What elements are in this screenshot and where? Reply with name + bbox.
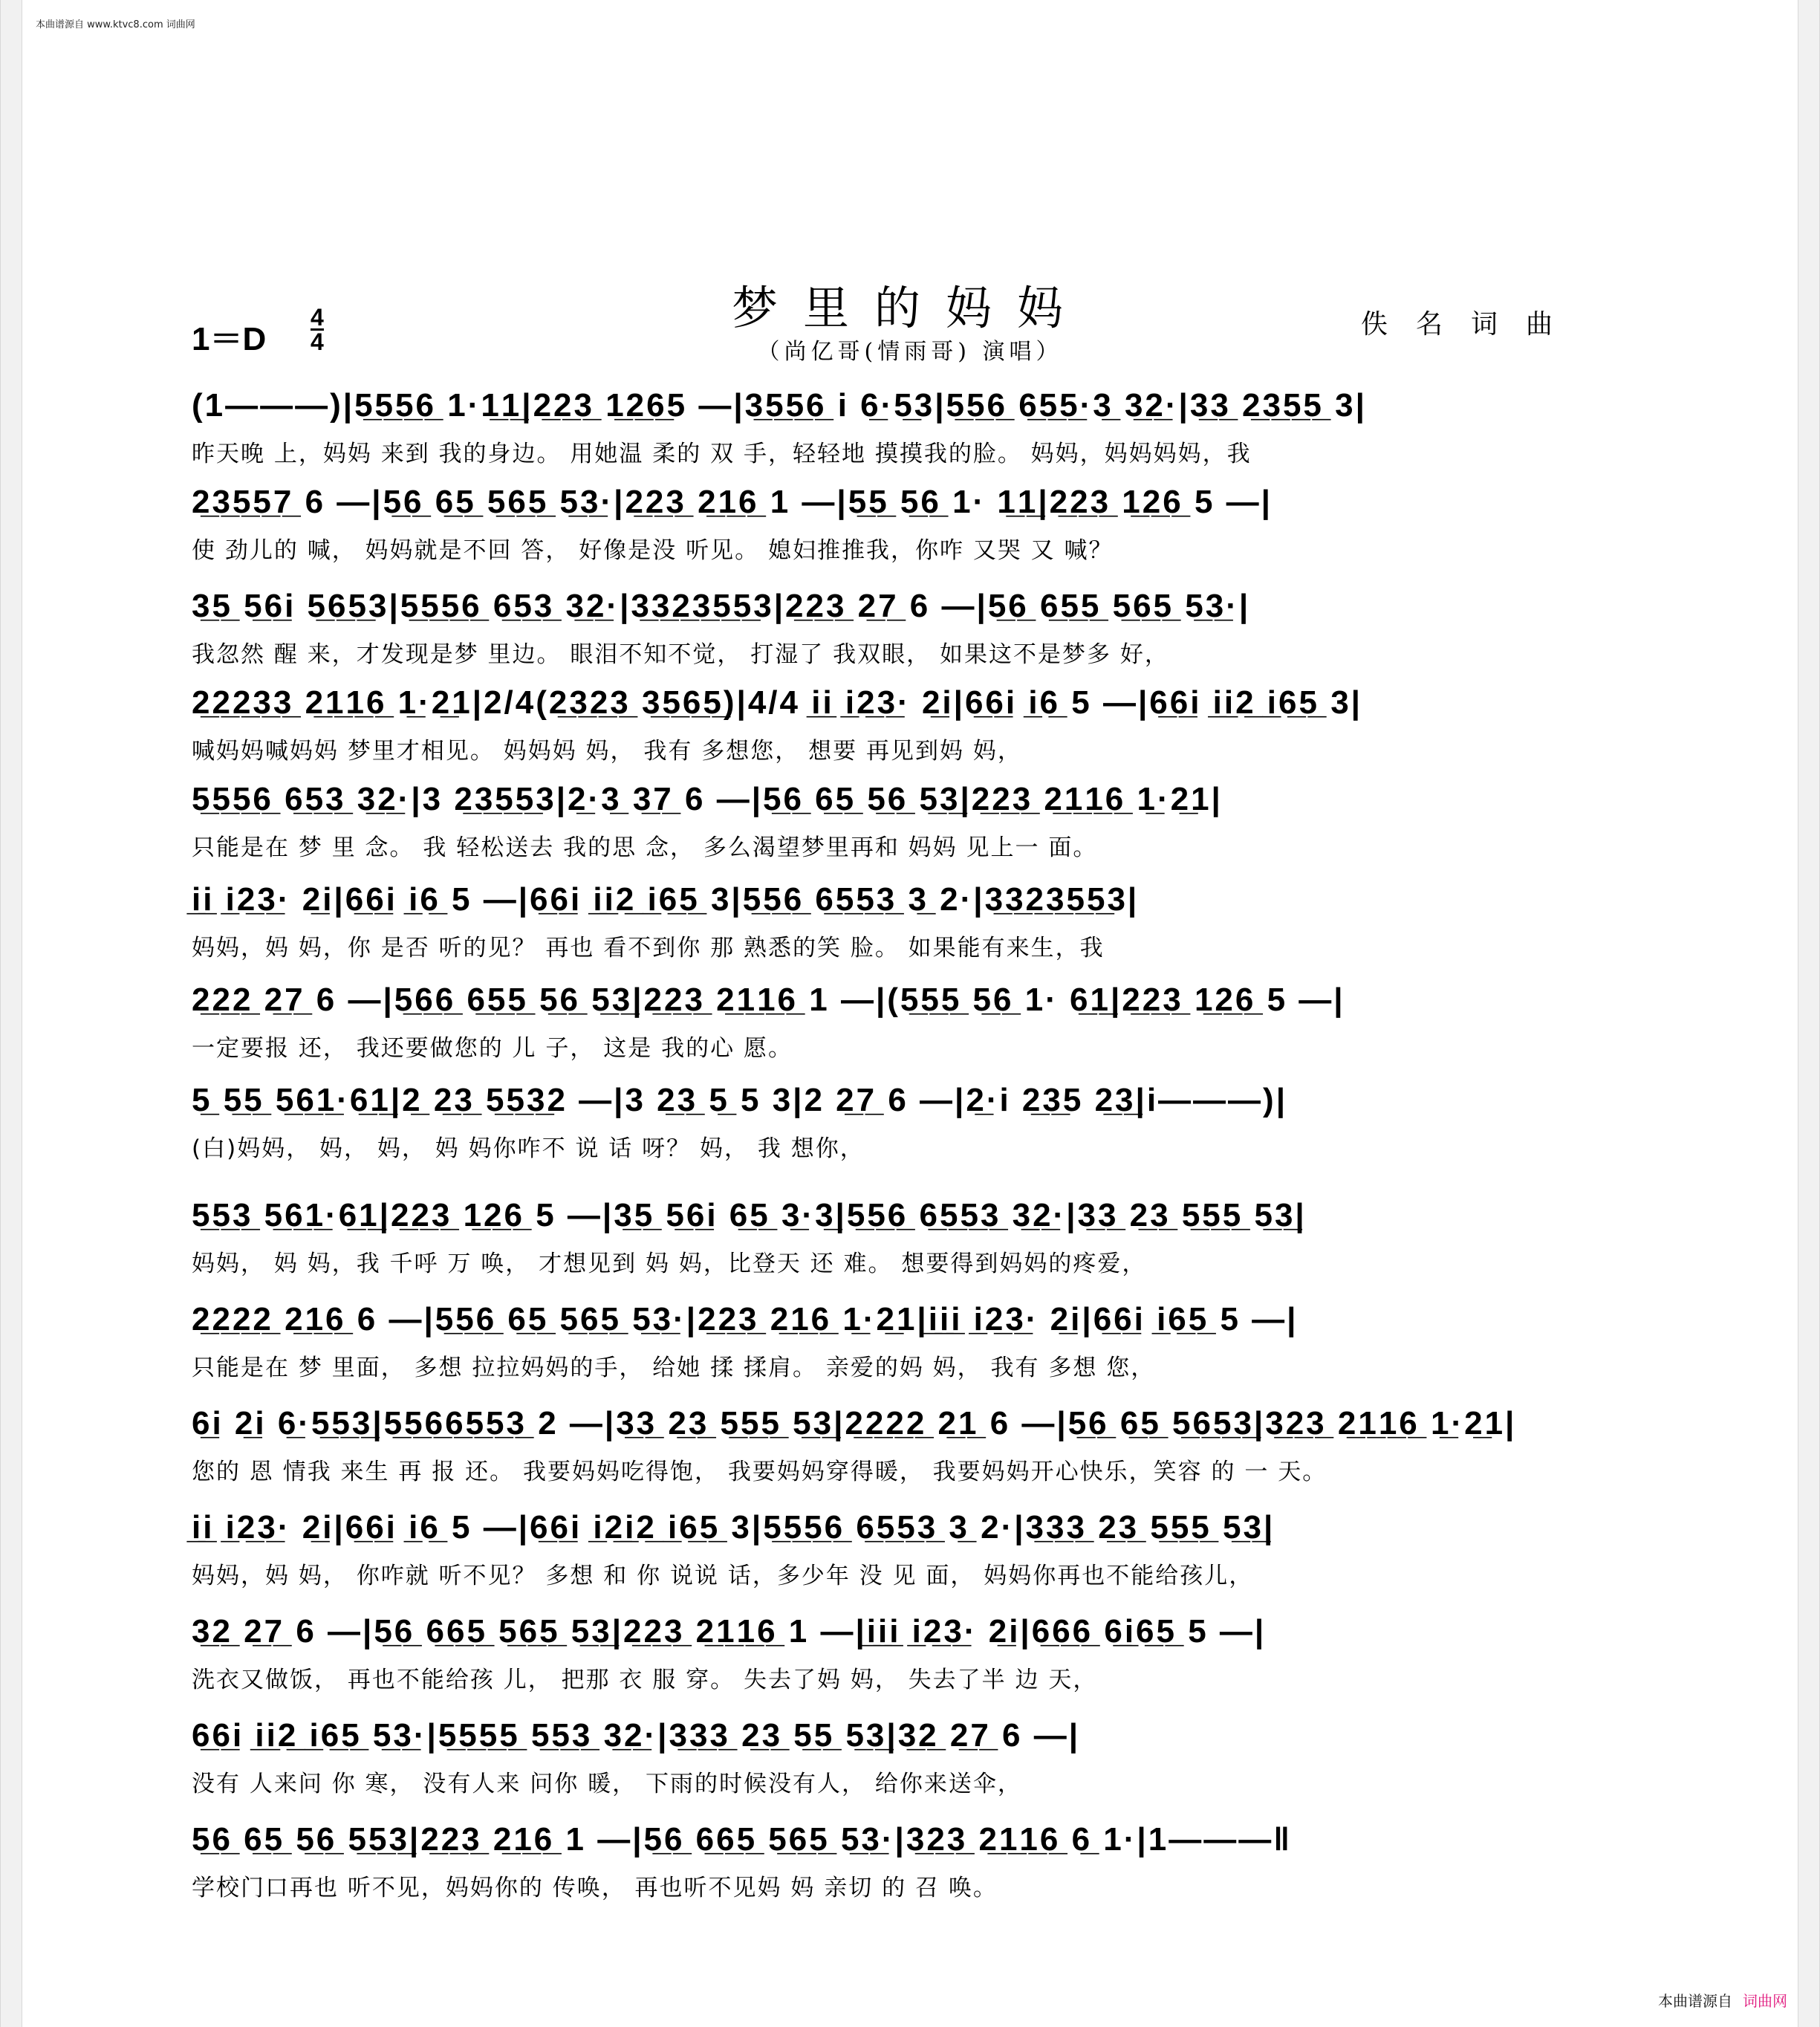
score-system	[192, 1605, 1625, 1699]
notation-line: 3̲2̲ 2̲7̲ 6 —|5̲6̲ 6̲6̲5̲ 5̲6̲5̲ 5̲3̲|2̲2̲3̲ 2̲1̲1̲6̲ 1 —|i̲i̲i̲ i̲2̲3̲· 2̲i|6̲6̲6̲ 6̲i̲6̲5̲ 5 —|	[192, 1613, 1267, 1650]
song-title: 梦里的妈妈	[731, 281, 1088, 335]
notation-line: 2̲2̲2̲2̲ 2̲1̲6̲ 6 —|5̲5̲6̲ 6̲5̲ 5̲6̲5̲ 5̲3̲·|2̲2̲3̲ 2̲1̲6̲ 1̲·2̲1|i̲i̲i̲ i̲2̲3̲· 2̲i|6̲6̲i i̲6̲5̲ 5 —|	[192, 1301, 1299, 1337]
score-system	[192, 973, 1625, 1068]
author-credit: 佚名词曲	[1361, 309, 1582, 340]
lyrics-line: 妈妈，妈 妈， 你咋就 听不见？ 多想 和 你 说说 话，多少年 没 见 面， 妈妈你再也不能给孩儿，	[192, 1563, 1254, 1589]
time-denominator: 4	[311, 328, 324, 355]
lyrics-line: 喊妈妈喊妈妈 梦里才相见。 妈妈妈 妈， 我有 多想您， 想要 再见到妈 妈，	[192, 738, 1022, 765]
score-system	[192, 1397, 1625, 1491]
key-signature: 1＝D	[192, 321, 267, 357]
lyrics-line: 妈妈，妈 妈，你 是否 听的见？ 再也 看不到你 那 熟悉的笑 脸。 如果能有来生，我	[192, 935, 1105, 961]
score-system	[192, 1709, 1625, 1803]
score-system	[192, 1813, 1625, 1907]
score-system	[192, 580, 1625, 674]
notation-line: 3̲5̲ 5̲6̲i 5̲6̲5̲3|5̲5̲5̲6̲ 6̲5̲3̲ 3̲2̲·|3̲3̲2̲3̲5̲5̲3|2̲2̲3̲ 2̲7̲ 6 —|5̲6̲ 6̲5̲5̲ 5̲6̲5̲ 5̲3̲·|	[192, 588, 1251, 624]
lyrics-line: 只能是在 梦 里面， 多想 拉拉妈妈的手， 给她 揉 揉肩。 亲爱的妈 妈， 我有 多想 您，	[192, 1355, 1156, 1381]
score-system	[192, 379, 1625, 473]
score-system	[192, 476, 1625, 570]
time-numerator: 4	[311, 304, 324, 331]
lyrics-line: 昨天晚 上，妈妈 来到 我的身边。 用她温 柔的 双 手，轻轻地 摸摸我的脸。 妈妈，妈妈妈妈，我	[192, 441, 1252, 467]
lyrics-line: 一定要报 还， 我还要做您的 儿 子， 这是 我的心 愿。	[192, 1035, 793, 1062]
lyrics-line: 我忽然 醒 来，才发现是梦 里边。 眼泪不知不觉， 打湿了 我双眼， 如果这不是梦多 好，	[192, 641, 1169, 668]
notation-line: 2̲3̲5̲5̲7̲ 6 —|5̲6̲ 6̲5̲ 5̲6̲5̲ 5̲3̲·|2̲2̲3̲ 2̲1̲6̲ 1 —|5̲5̲ 5̲6̲ 1· 1̲1̲|2̲2̲3̲ 1̲2̲6̲ 5 —|	[192, 484, 1273, 520]
footer-credit-black: 本曲谱源自	[1658, 1992, 1732, 2010]
score-system	[192, 1293, 1625, 1387]
notation-line: 5̲5̲3̲ 5̲6̲1̲·6̲1̲|2̲2̲3̲ 1̲2̲6̲ 5 —|3̲5̲ 5̲6̲i 6̲5̲ 3̲·3̲|5̲5̲6̲ 6̲5̲5̲3̲ 3̲2̲·|3̲3̲ 2̲3̲ 5̲5̲5̲ 5̲3̲|	[192, 1197, 1307, 1233]
footer-credit-pink: 词曲网	[1743, 1992, 1787, 2010]
notation-line: 5̲5̲5̲6̲ 6̲5̲3̲ 3̲2̲·|3 2̲3̲5̲5̲3|2̲·3̲ 3̲7̲ 6 —|5̲6̲ 6̲5̲ 5̲6̲ 5̲3̲|2̲2̲3̲ 2̲1̲1̲6̲ 1̲·2̲1|	[192, 781, 1223, 817]
score-system	[192, 1074, 1625, 1168]
notation-line: i̲i̲ i̲2̲3̲· 2̲i|6̲6̲i i̲6̲ 5 —|6̲6̲i i̲i̲2̲ i̲6̲5̲ 3|5̲5̲6̲ 6̲5̲5̲3̲ 3̲ 2·|3̲3̲2̲3̲5̲5̲3|	[192, 881, 1140, 918]
lyrics-line: (白)妈妈， 妈， 妈， 妈 妈你咋不 说 话 呀？ 妈， 我 想你，	[192, 1135, 865, 1162]
score-system	[192, 873, 1625, 967]
notation-line: (1———)|5̲5̲5̲6̲ 1·1̲1̲|2̲2̲3̲ 1̲2̲6̲5 —|3̲5̲5̲6̲ i 6̲·5̲3|5̲5̲6̲ 6̲5̲5̲·3̲ 3̲2̲·|3̲3̲ 2̲3̲5̲5̲ 3|	[192, 387, 1367, 424]
song-subtitle: （尚亿哥(情雨哥) 演唱）	[757, 339, 1063, 365]
notation-line: i̲i̲ i̲2̲3̲· 2̲i|6̲6̲i i̲6̲ 5 —|6̲6̲i i̲2̲i̲2̲ i̲6̲5̲ 3|5̲5̲5̲6̲ 6̲5̲5̲3̲ 3̲ 2·|3̲3̲3̲ 2̲3̲ 5̲5̲5̲ 5̲3̲|	[192, 1509, 1275, 1546]
lyrics-line: 使 劲儿的 喊， 妈妈就是不回 答， 好像是没 听见。 媳妇推推我，你咋 又哭 又 喊？	[192, 537, 1114, 564]
notation-line: 2̲2̲2̲3̲3̲ 2̲1̲1̲6̲ 1̲·2̲1|2/4(2̲3̲2̲3̲ 3̲5̲6̲5̲)|4/4 i̲i̲ i̲2̲3̲· 2̲i|6̲6̲i i̲6̲ 5 —|6̲6̲i i̲i̲2̲ i̲6̲5̲ 3|	[192, 684, 1362, 721]
notation-line: 6̲i 2̲i 6̲·5̲5̲3̲|5̲5̲6̲6̲5̲5̲3̲ 2 —|3̲3̲ 2̲3̲ 5̲5̲5̲ 5̲3̲|2̲2̲2̲2̲ 2̲1̲ 6 —|5̲6̲ 6̲5̲ 5̲6̲5̲3̲|3̲2̲3̲ 2̲1̲1̲6̲ 1̲·2̲1|	[192, 1405, 1517, 1441]
lyrics-line: 没有 人来问 你 寒， 没有人来 问你 暖， 下雨的时候没有人， 给你来送伞，	[192, 1771, 1022, 1797]
score-system	[192, 1501, 1625, 1595]
lyrics-line: 您的 恩 情我 来生 再 报 还。 我要妈妈吃得饱， 我要妈妈穿得暖， 我要妈妈开心快乐，笑容 的 一 天。	[192, 1459, 1327, 1485]
time-signature	[311, 306, 324, 353]
score-system	[192, 676, 1625, 771]
source-credit: 本曲谱源自 www.ktvc8.com 词曲网	[36, 19, 195, 30]
score-system	[192, 1189, 1625, 1283]
score-system	[192, 773, 1625, 867]
footer-credit	[1658, 1989, 1787, 2011]
lyrics-line: 只能是在 梦 里 念。 我 轻松送去 我的思 念， 多么渴望梦里再和 妈妈 见上一 面。	[192, 834, 1098, 861]
lyrics-line: 洗衣又做饭， 再也不能给孩 儿， 把那 衣 服 穿。 失去了妈 妈， 失去了半 边 天，	[192, 1667, 1098, 1693]
lyrics-line: 学校门口再也 听不见，妈妈你的 传唤， 再也听不见妈 妈 亲切 的 召 唤。	[192, 1875, 998, 1901]
lyrics-line: 妈妈， 妈 妈，我 千呼 万 唤， 才想见到 妈 妈，比登天 还 难。 想要得到妈妈的疼爱，	[192, 1251, 1147, 1277]
notation-line: 6̲6̲i i̲i̲2̲ i̲6̲5̲ 5̲3̲·|5̲5̲5̲5̲ 5̲5̲3̲ 3̲2̲·|3̲3̲3̲ 2̲3̲ 5̲5̲ 5̲3̲|3̲2̲ 2̲7̲ 6 —|	[192, 1717, 1081, 1754]
notation-line: 5̲6̲ 6̲5̲ 5̲6̲ 5̲5̲3̲|2̲2̲3̲ 2̲1̲6̲ 1 —|5̲6̲ 6̲6̲5̲ 5̲6̲5̲ 5̲3̲·|3̲2̲3̲ 2̲1̲1̲6̲ 6̲ 1·|1———‖	[192, 1821, 1293, 1858]
notation-line: 5̲ 5̲5̲ 5̲6̲1̲·6̲1̲|2̲ 2̲3̲ 5̲5̲3̲2 —|3 2̲3̲ 5̲ 5 3|2 2̲7̲ 6 —|2̲·i 2̲3̲5 2̲3̲|i———)|	[192, 1082, 1288, 1118]
notation-line: 2̲2̲2̲ 2̲7̲ 6 —|5̲6̲6̲ 6̲5̲5̲ 5̲6̲ 5̲3̲|2̲2̲3̲ 2̲1̲1̲6̲ 1 —|(5̲5̲5̲ 5̲6̲ 1· 6̲1̲|2̲2̲3̲ 1̲2̲6̲ 5 —|	[192, 982, 1345, 1018]
